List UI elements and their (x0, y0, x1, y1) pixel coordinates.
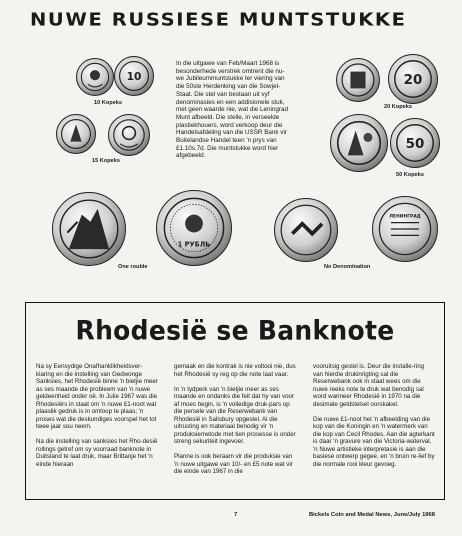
article-paragraph: In 'n tydperk van 'n bietjie meer as ses maande en ondanks die feit dat hy van voor af moes begin, is 'n volledige druk-pars op die persele van die Reserwebank van Rhodesië in Salisbury opgestel. Al die uitrusting en materiaal benodig vir 'n produksiemetode met tien prosesse is onder streng sekuriteit ingevoer. (174, 385, 296, 445)
footer-source: Bickels Coin and Medal News, June/July 1968 (309, 512, 435, 518)
article-column-3 (313, 363, 435, 476)
coin-50-kopeks-reverse (390, 118, 440, 168)
coin-nodenom-reverse (372, 196, 438, 262)
nodenom-label: ЛЕНИНГРАД (389, 214, 421, 220)
page-title: NUWE RUSSIESE MUNTSTUKKE (30, 9, 407, 30)
article-column-1 (36, 363, 158, 476)
caption-10-kopeks: 10 Kopeks (94, 100, 122, 106)
coin-nodenom-obverse (274, 198, 338, 262)
article-heading: Rhodesië se Banknote (75, 315, 395, 346)
coin-50-label: 50 (405, 136, 425, 152)
coin-20-kopeks-obverse (336, 58, 380, 102)
article-paragraph: Planne is ook beraam vir die produksie van 'n nuwe uitgawe van 10/- en £5 note wat vir die einde van 1967 in die (174, 453, 293, 475)
coin-rouble-obverse (52, 192, 126, 266)
caption-15-kopeks: 15 Kopeks (92, 158, 120, 164)
coin-20-label: 20 (403, 72, 423, 88)
page-number: 7 (234, 512, 238, 518)
caption-no-denomination: No Denomination (324, 264, 371, 270)
intro-paragraph: In die uitgawe van Feb/Maart 1968 is besonderhede verstrek omtrent die nu-we Jubileummuntstukke ter viering van die 50ste Herdenking van die Sowjet-Staat. Die stel van bestaan uit vyf denominasies en een addisionele stuk, met geen waarde nie, wat die Leningrad Munt afbeeld. Die stelle, in verseelde plastiekhouers, word verkoop deur die Handelsafdeling van die USSR Bank vir Buitelandse Handel teen 'n prys van £1.10s.7d. Die muntstukke word hier afgebeeld. (176, 60, 289, 160)
coin-10-label: 10 (126, 69, 142, 83)
article-box (25, 302, 445, 500)
coin-rouble-reverse (156, 190, 232, 266)
caption-50-kopeks: 50 Kopeks (396, 172, 424, 178)
article-paragraph: Na sy Eensydige Onafhanklikheidsver-klaring en die instelling van Gedwonge Sanksies, het Rhodesië binne 'n bietjie meer as ses maande die probleem van 'n nuwe geldeenheid onder oë. In Julie 1967 was die Rhodesiërs in staat om 'n nuwe £1-noot wat plaaslik gedruk is in omloop te plaas; 'n proses wat die deskundiges voorspel het tot twee jaar sou neem. (36, 363, 158, 430)
article-paragraph: Na die instelling van sanksies het Rho-desië rollings getref om sy voorraad banknote in Duitsland te laat druk, maar Brittanje het 'n einde hieraan (36, 438, 158, 468)
coin-15-kopeks-obverse (56, 114, 96, 154)
caption-20-kopeks: 20 Kopeks (384, 104, 412, 110)
coin-20-kopeks-reverse (388, 54, 438, 104)
coin-10-kopeks-obverse (76, 58, 114, 96)
article-column-2 (174, 363, 296, 483)
article-paragraph: Die nuwe £1-noot het 'n afbeelding van die kop van die Koningin en 'n watermerk van die kop van Cecil Rhodes. Aan die agterkant is daar 'n gravure van die Victoria-waterval, 'n Nuwe artistieke interpretasie is aan die basiese ontwerp gegee, en 'n bruin re-lief by die normale rooi kleur gevoeg. (313, 415, 435, 468)
coin-50-kopeks-obverse (330, 114, 388, 172)
rouble-label: 1 РУБЛЬ (177, 240, 211, 249)
article-paragraph: vooruitsig gestel is. Deur die installe-ring van hierdie drukinrigting sal die Reserwebank ook in staat wees om die nuwe reeks note te druk wat benodig sal word wanneer Rhodesië in 1970 na die desimale geldstelsel oorskakel. (313, 363, 425, 408)
article-paragraph: gemaak en die kontrak is nie voltooi nie, dus het Rhodesië sy reg op die note laat vaar. (174, 363, 296, 378)
coin-15-kopeks-reverse (108, 114, 150, 156)
coin-10-kopeks-reverse (114, 56, 154, 96)
caption-one-rouble: One rouble (118, 264, 148, 270)
